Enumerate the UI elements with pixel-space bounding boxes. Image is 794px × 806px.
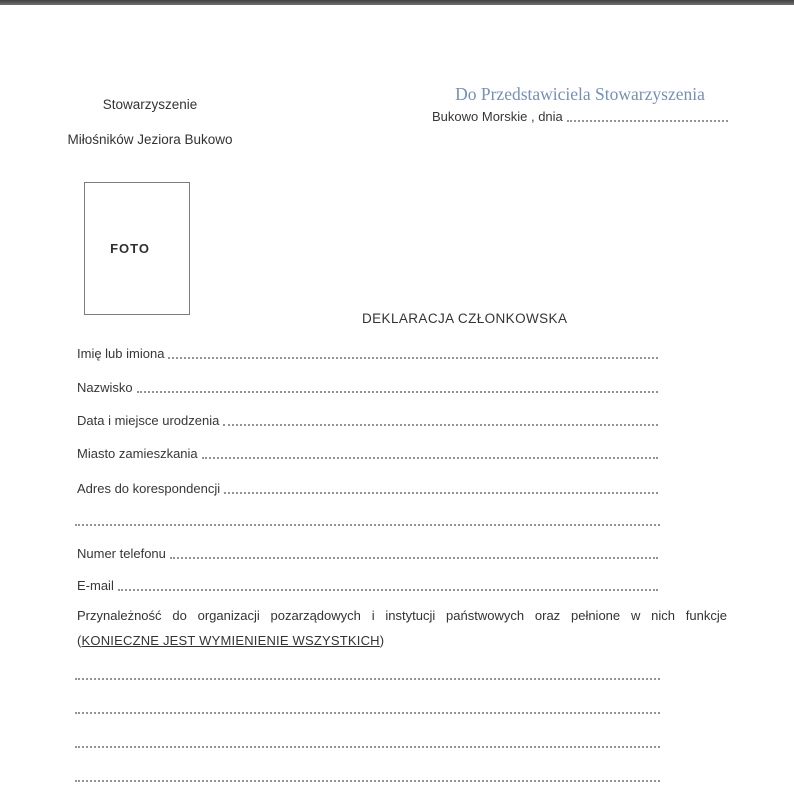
form-title: DEKLARACJA CZŁONKOWSKA (362, 311, 568, 326)
field-row-city (77, 446, 658, 462)
paren-close: ) (379, 633, 385, 648)
fill-in-line (118, 589, 658, 591)
fill-in-line (223, 424, 658, 426)
field-row-first-name (77, 346, 658, 362)
field-label: Adres do korespondencji (77, 481, 221, 496)
affiliation-note (77, 632, 727, 649)
address-continuation-line (75, 510, 660, 526)
fill-in-line (170, 557, 658, 559)
field-label: Miasto zamieszkania (77, 446, 198, 461)
affiliation-answer-line (75, 664, 660, 680)
fill-in-line (168, 357, 658, 359)
field-label: Nazwisko (77, 380, 133, 395)
recipient-block (432, 84, 728, 125)
affiliation-note-underlined: KONIECZNE JEST WYMIENIENIE WSZYSTKICH (81, 633, 380, 648)
affiliation-answer-line (75, 766, 660, 782)
affiliation-text: Przynależność do organizacji pozarządowych i instytucji państwowych oraz pełnione w nich funkcje (77, 608, 727, 623)
fill-in-line (202, 457, 658, 459)
field-label: Imię lub imiona (77, 346, 165, 361)
field-row-phone (77, 546, 658, 562)
date-fill-in-line (567, 120, 728, 122)
field-label: E-mail (77, 578, 114, 593)
field-row-last-name (77, 380, 658, 396)
field-row-birth-date-place (77, 413, 658, 429)
association-header (40, 97, 260, 148)
photo-label: FOTO (110, 241, 150, 256)
field-label: Numer telefonu (77, 546, 166, 561)
affiliation-answer-line (75, 732, 660, 748)
association-name-line2: Miłośników Jeziora Bukowo (67, 132, 233, 147)
fill-in-line (224, 492, 658, 494)
field-row-email (77, 578, 658, 594)
affiliation-answer-line (75, 698, 660, 714)
photo-placeholder-box (84, 182, 190, 315)
paren-open: ( (77, 633, 82, 648)
field-row-mailing-address (77, 481, 658, 497)
association-name-line1: Stowarzyszenie (102, 97, 198, 112)
page-top-border (0, 0, 794, 5)
affiliation-paragraph (77, 607, 727, 649)
field-label: Data i miejsce urodzenia (77, 413, 220, 428)
recipient-title: Do Przedstawiciela Stowarzyszenia (455, 84, 705, 104)
place-date-label: Bukowo Morskie , dnia (432, 109, 563, 124)
place-date-line (432, 109, 728, 125)
fill-in-line (137, 391, 658, 393)
